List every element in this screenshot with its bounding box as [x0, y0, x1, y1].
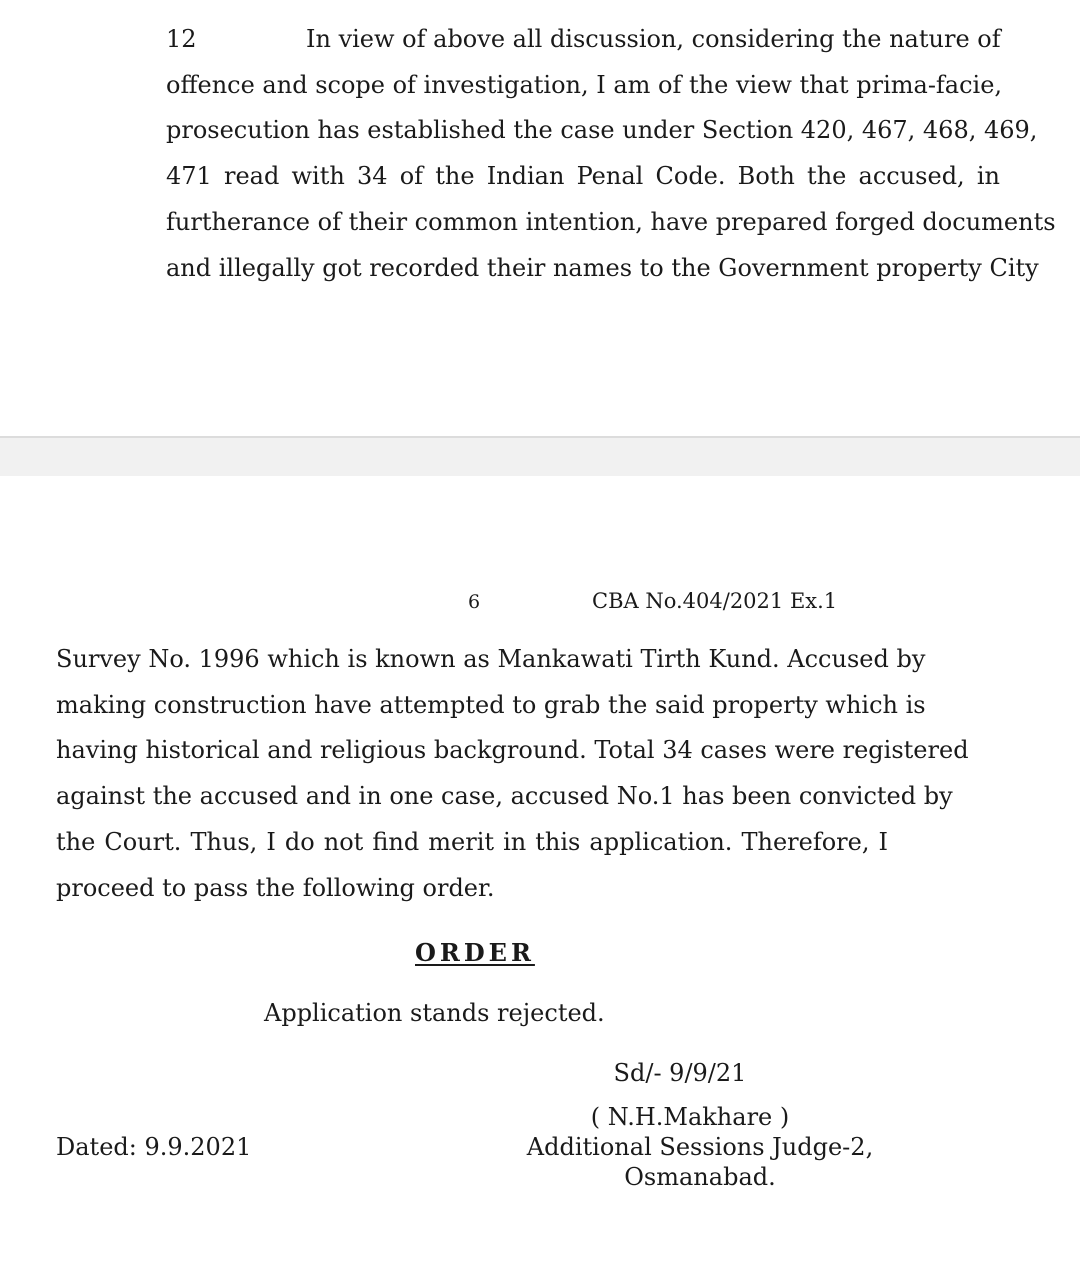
- paragraph-line: prosecution has established the case under Section 420, 467, 468, 469,: [166, 116, 1038, 144]
- dated: Dated: 9.9.2021: [56, 1133, 252, 1161]
- case-number: CBA No.404/2021 Ex.1: [592, 589, 838, 613]
- paragraph-line: 471 read with 34 of the Indian Penal Code. Both the accused, in: [166, 162, 1000, 190]
- judge-designation: Additional Sessions Judge-2,: [526, 1133, 874, 1161]
- paragraph-line: offence and scope of investigation, I am of the view that prima-facie,: [166, 71, 1003, 99]
- paragraph-line: Survey No. 1996 which is known as Mankawati Tirth Kund. Accused by: [56, 645, 926, 673]
- paragraph-line: furtherance of their common intention, have prepared forged documents: [166, 208, 1056, 236]
- signature: Sd/- 9/9/21: [613, 1059, 747, 1087]
- page-current: [0, 476, 1080, 1281]
- paragraph-line: having historical and religious background. Total 34 cases were registered: [56, 736, 969, 764]
- paragraph-line: making construction have attempted to grab the said property which is: [56, 691, 926, 719]
- paragraph-line-last: proceed to pass the following order.: [56, 874, 495, 902]
- page-separator: [0, 436, 1080, 476]
- paragraph-number: 12: [166, 25, 197, 53]
- order-text: Application stands rejected.: [264, 999, 605, 1027]
- paragraph-line: against the accused and in one case, accused No.1 has been convicted by: [56, 782, 953, 810]
- order-heading: ORDER: [415, 938, 535, 967]
- judge-name: ( N.H.Makhare ): [590, 1103, 790, 1131]
- paragraph-line: the Court. Thus, I do not find merit in this application. Therefore, I: [56, 828, 888, 856]
- paragraph-line: and illegally got recorded their names to the Government property City: [166, 254, 1039, 282]
- paragraph-first-line: In view of above all discussion, considering the nature of: [306, 25, 1001, 53]
- judge-place: Osmanabad.: [624, 1163, 776, 1191]
- page-previous: [0, 0, 1080, 436]
- page-number: 6: [468, 591, 481, 613]
